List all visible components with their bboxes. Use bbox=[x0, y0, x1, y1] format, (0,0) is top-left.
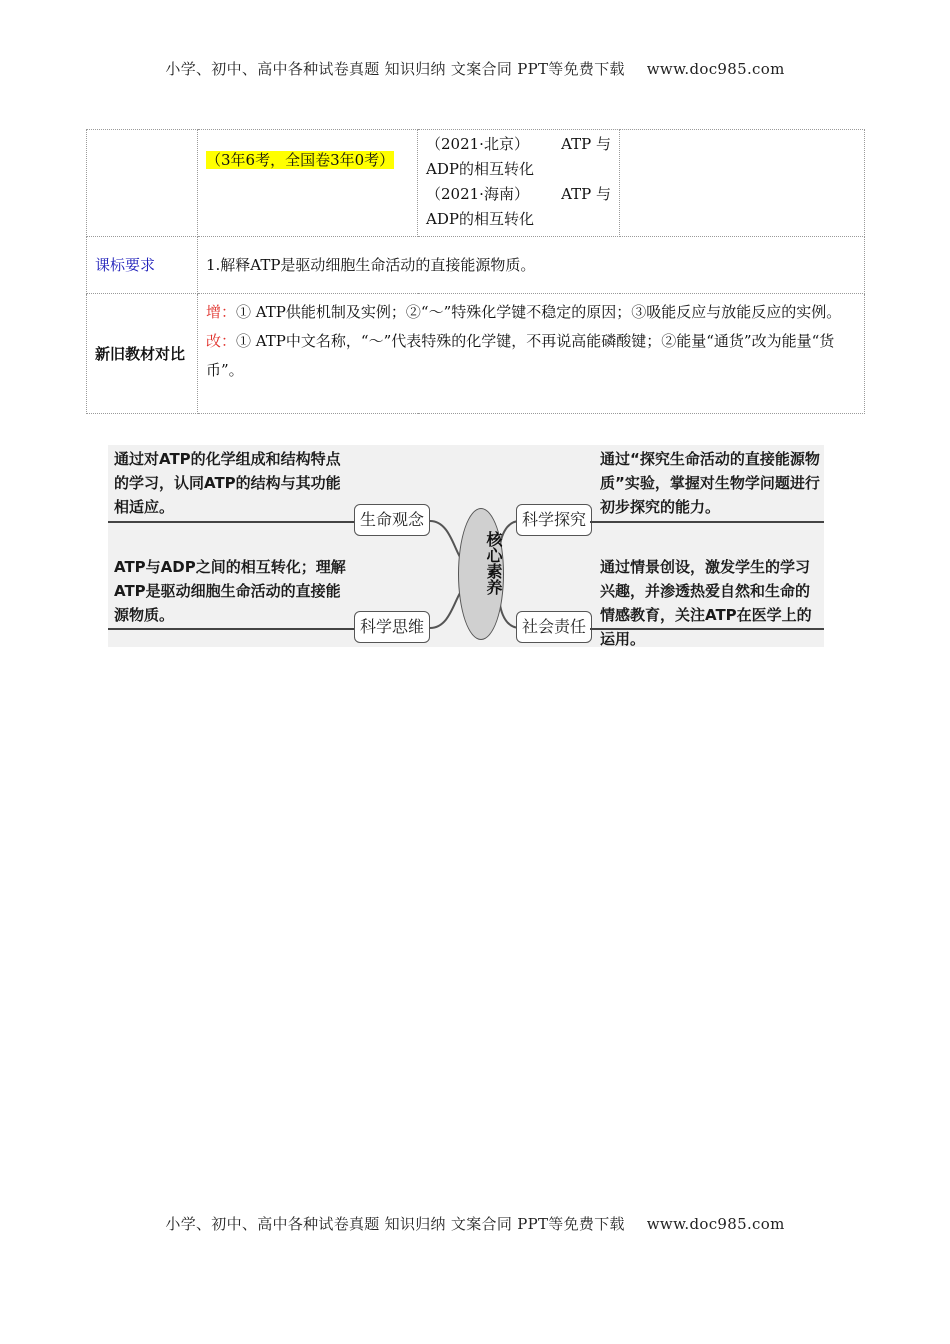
exam-source-2-topic: ATP 与 bbox=[561, 185, 611, 203]
comparison-row bbox=[87, 294, 865, 414]
page-footer bbox=[0, 1213, 950, 1234]
core-literacy-label: 核心素养 bbox=[484, 531, 503, 595]
exam-source-2-topic-line2: ADP的相互转化 bbox=[426, 210, 534, 228]
exam-sources-cell bbox=[418, 130, 620, 237]
info-table bbox=[86, 129, 865, 414]
comparison-label: 新旧教材对比 bbox=[87, 294, 198, 414]
core-literacy-oval bbox=[458, 508, 504, 640]
add-label: 增： bbox=[206, 303, 237, 321]
comparison-change bbox=[206, 327, 856, 385]
exam-source-1-topic-line2: ADP的相互转化 bbox=[426, 160, 534, 178]
exam-source-2-year: （2021·海南） bbox=[426, 185, 529, 203]
footer-text: 小学、初中、高中各种试卷真题 知识归纳 文案合同 PPT等免费下载 bbox=[165, 1215, 625, 1233]
header-text: 小学、初中、高中各种试卷真题 知识归纳 文案合同 PPT等免费下载 bbox=[165, 60, 625, 78]
core-literacy-label-wrap bbox=[459, 531, 503, 595]
exam-frequency-highlight: （3年6考，全国卷3年0考） bbox=[206, 151, 395, 169]
scientific-inquiry-line bbox=[590, 521, 824, 523]
life-concept-box: 生命观念 bbox=[354, 504, 430, 536]
scientific-inquiry-box: 科学探究 bbox=[516, 504, 592, 536]
header-site-link[interactable]: www.doc985.com bbox=[646, 60, 785, 78]
social-responsibility-text: 通过情景创设，激发学生的学习兴趣，并渗透热爱自然和生命的情感教育，关注ATP在医学上的运用。 bbox=[600, 558, 812, 648]
comparison-add bbox=[206, 298, 856, 327]
scientific-inquiry-text: 通过“探究生命活动的直接能源物质”实验，掌握对生物学问题进行初步探究的能力。 bbox=[600, 450, 820, 516]
standard-label: 课标要求 bbox=[87, 237, 198, 294]
exam-frequency-cell bbox=[198, 130, 418, 237]
exam-source-2 bbox=[426, 182, 611, 207]
change-text: ① ATP中文名称，“～”代表特殊的化学键，不再说高能磷酸键；②能量“通货”改为能量“货币”。 bbox=[206, 332, 835, 379]
exam-source-1-year: （2021·北京） bbox=[426, 135, 529, 153]
standard-content: 1.解释ATP是驱动细胞生命活动的直接能源物质。 bbox=[198, 237, 865, 294]
exam-source-1 bbox=[426, 132, 611, 157]
scientific-thinking-line bbox=[108, 628, 358, 630]
scientific-thinking-box: 科学思维 bbox=[354, 611, 430, 643]
exam-source-1-topic: ATP 与 bbox=[561, 135, 611, 153]
exam-label-cell bbox=[87, 130, 198, 237]
exam-row bbox=[87, 130, 865, 237]
page-header bbox=[0, 58, 950, 79]
change-label: 改： bbox=[206, 332, 237, 350]
life-concept-line bbox=[108, 521, 358, 523]
social-responsibility-box: 社会责任 bbox=[516, 611, 592, 643]
exam-empty-cell bbox=[620, 130, 865, 237]
add-text: ① ATP供能机制及实例；②“～”特殊化学键不稳定的原因；③吸能反应与放能反应的实例。 bbox=[236, 303, 842, 321]
core-literacy-mindmap bbox=[108, 445, 824, 647]
standard-row bbox=[87, 237, 865, 294]
comparison-content bbox=[198, 294, 865, 414]
footer-site-link[interactable]: www.doc985.com bbox=[646, 1215, 785, 1233]
scientific-thinking-text: ATP与ADP之间的相互转化；理解ATP是驱动细胞生命活动的直接能源物质。 bbox=[114, 558, 346, 624]
life-concept-text: 通过对ATP的化学组成和结构特点的学习，认同ATP的结构与其功能相适应。 bbox=[114, 450, 341, 516]
